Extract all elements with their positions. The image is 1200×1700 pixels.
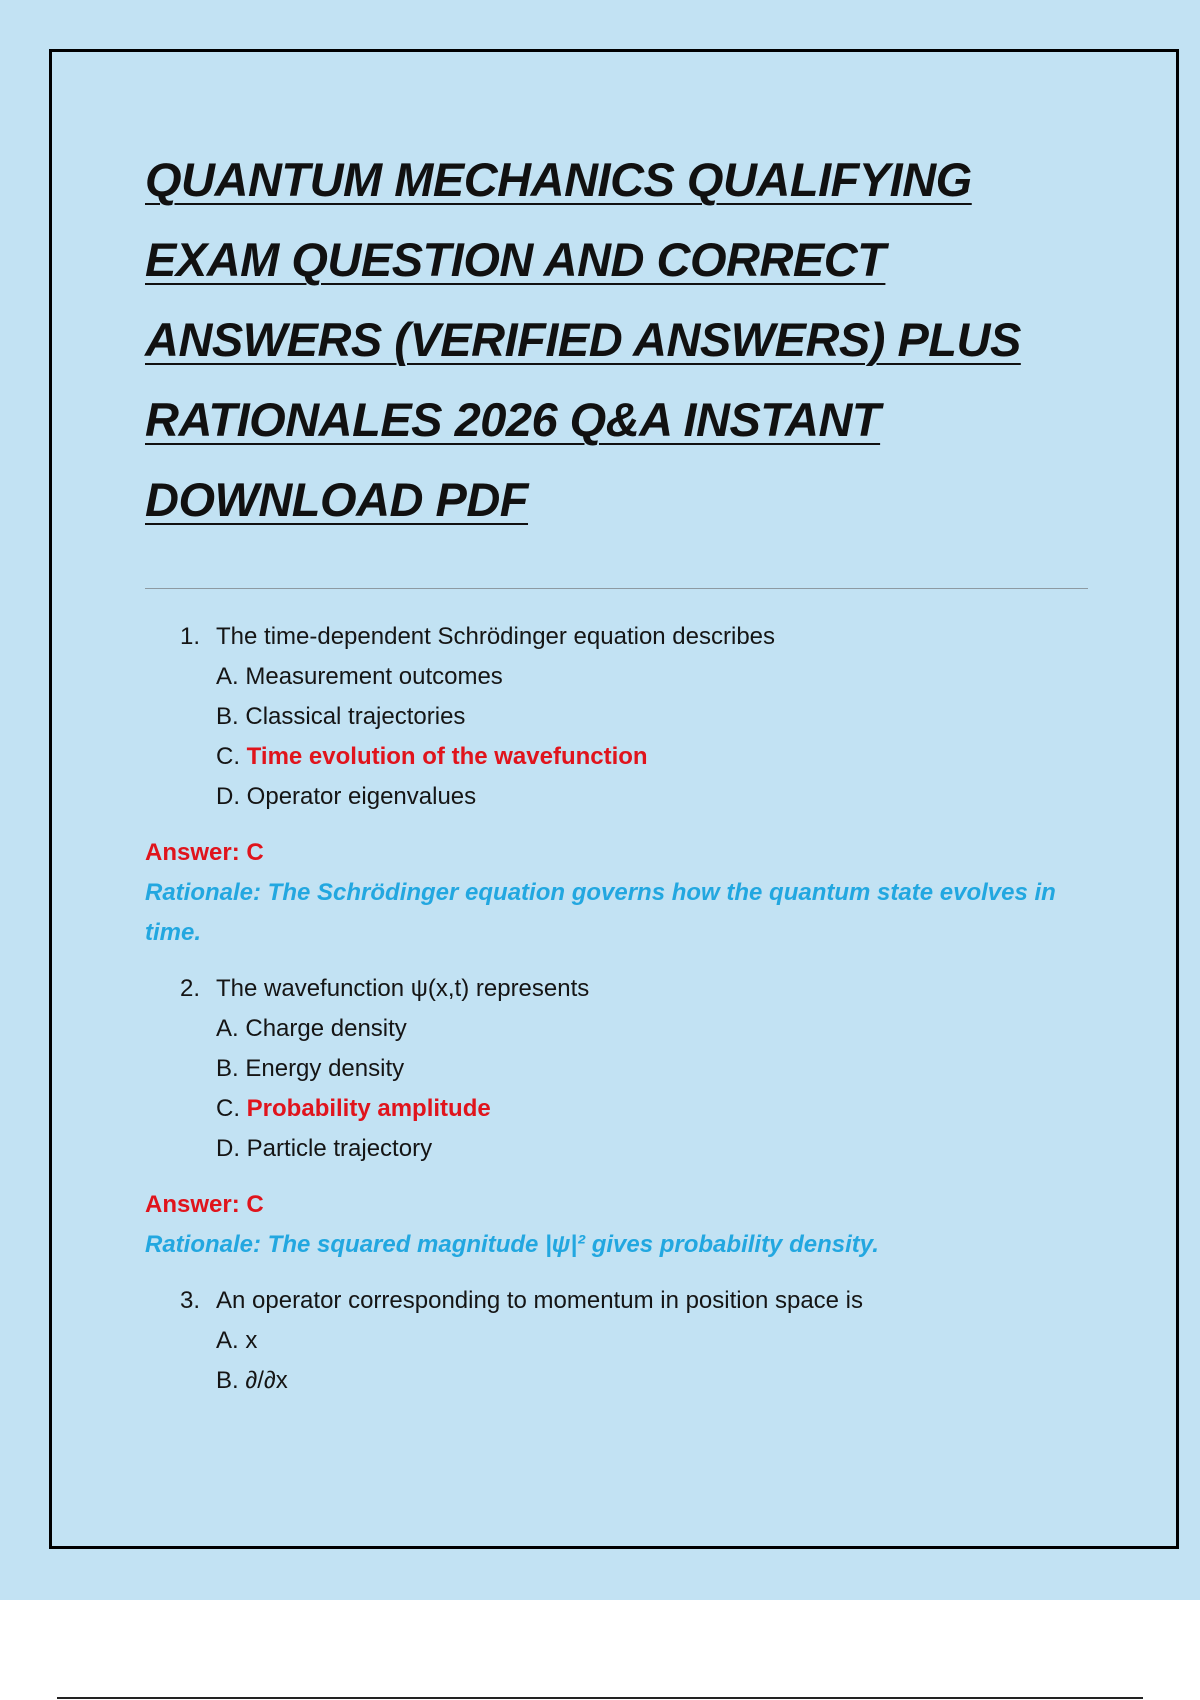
question-number: 2. bbox=[180, 975, 201, 1002]
question-text: An operator corresponding to momentum in position space is bbox=[216, 1287, 864, 1314]
option-list bbox=[145, 1009, 1105, 1169]
title-line: EXAM QUESTION AND CORRECT bbox=[145, 233, 886, 286]
option-letter: B. bbox=[216, 1055, 239, 1082]
question-list bbox=[145, 617, 1105, 1401]
title-line: ANSWERS (VERIFIED ANSWERS) PLUS bbox=[145, 313, 1021, 366]
question-stem bbox=[145, 1281, 1105, 1321]
option-item bbox=[216, 1129, 1105, 1169]
title-line: RATIONALES 2026 Q&A INSTANT bbox=[145, 393, 881, 446]
question-number: 1. bbox=[180, 623, 201, 650]
question-stem bbox=[145, 969, 1105, 1009]
option-letter: A. bbox=[216, 663, 239, 690]
option-letter: A. bbox=[216, 1327, 239, 1354]
option-letter: C. bbox=[216, 743, 240, 770]
option-text: Operator eigenvalues bbox=[246, 783, 477, 810]
option-list bbox=[145, 657, 1105, 817]
question-number: 3. bbox=[180, 1287, 201, 1314]
footer-rule bbox=[57, 1697, 1143, 1699]
rationale-text: Rationale: The squared magnitude |ψ|² gives probability density. bbox=[145, 1231, 879, 1258]
option-text: x bbox=[245, 1327, 258, 1354]
option-item bbox=[216, 1009, 1105, 1049]
document-title bbox=[145, 140, 1085, 540]
question-item bbox=[145, 969, 1105, 1265]
title-line: DOWNLOAD PDF bbox=[145, 473, 529, 526]
option-text: ∂/∂x bbox=[245, 1367, 288, 1394]
option-text: Measurement outcomes bbox=[245, 663, 503, 690]
answer-label: Answer: C bbox=[145, 1191, 264, 1218]
option-letter: C. bbox=[216, 1095, 240, 1122]
option-item-correct bbox=[216, 737, 1105, 777]
question-item bbox=[145, 1281, 1105, 1401]
option-letter: B. bbox=[216, 1367, 239, 1394]
answer-label: Answer: C bbox=[145, 839, 264, 866]
option-text: Particle trajectory bbox=[246, 1135, 433, 1162]
option-text-correct: Probability amplitude bbox=[246, 1095, 491, 1122]
option-text: Energy density bbox=[245, 1055, 405, 1082]
option-item bbox=[216, 777, 1105, 817]
option-item-correct bbox=[216, 1089, 1105, 1129]
option-item bbox=[216, 697, 1105, 737]
question-stem bbox=[145, 617, 1105, 657]
rationale-text: Rationale: The Schrödinger equation governs how the quantum state evolves in time. bbox=[145, 879, 1056, 946]
option-text: Charge density bbox=[245, 1015, 407, 1042]
option-text-correct: Time evolution of the wavefunction bbox=[246, 743, 648, 770]
question-text: The wavefunction ψ(x,t) represents bbox=[216, 975, 590, 1002]
option-letter: D. bbox=[216, 783, 240, 810]
option-text: Classical trajectories bbox=[245, 703, 466, 730]
option-item bbox=[216, 1361, 1105, 1401]
option-letter: D. bbox=[216, 1135, 240, 1162]
question-text: The time-dependent Schrödinger equation describes bbox=[216, 623, 776, 650]
option-letter: A. bbox=[216, 1015, 239, 1042]
title-line: QUANTUM MECHANICS QUALIFYING bbox=[145, 153, 972, 206]
divider bbox=[145, 588, 1088, 589]
option-item bbox=[216, 657, 1105, 697]
option-list bbox=[145, 1321, 1105, 1401]
option-item bbox=[216, 1321, 1105, 1361]
option-item bbox=[216, 1049, 1105, 1089]
question-item bbox=[145, 617, 1105, 953]
option-letter: B. bbox=[216, 703, 239, 730]
